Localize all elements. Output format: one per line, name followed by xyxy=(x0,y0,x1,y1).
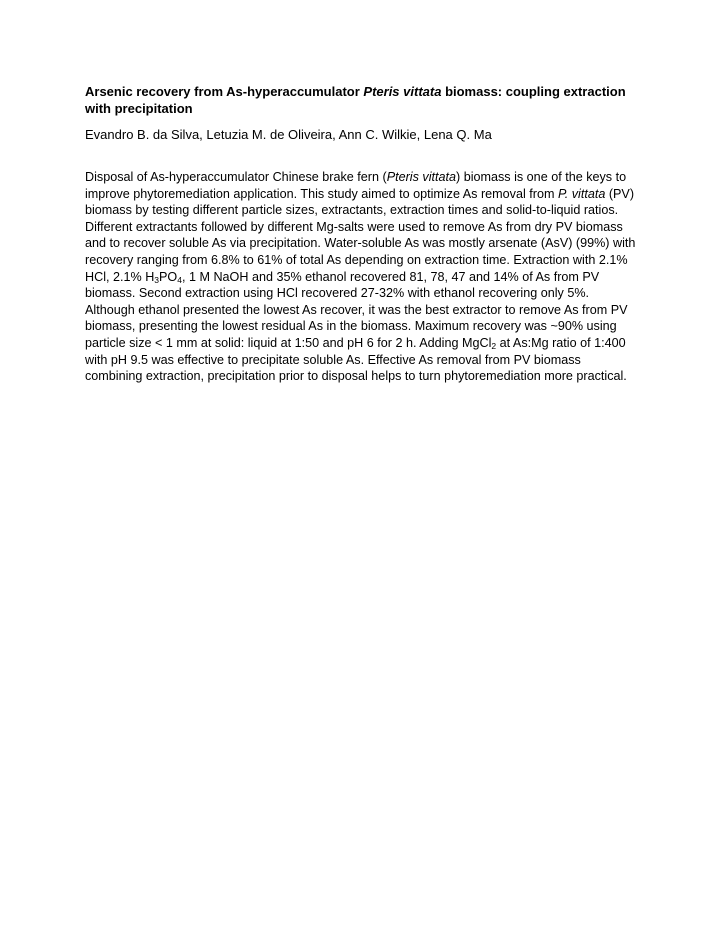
paper-body xyxy=(85,83,640,385)
abstract-paragraph xyxy=(85,169,640,385)
author-list: Evandro B. da Silva, Letuzia M. de Oliveira, Ann C. Wilkie, Lena Q. Ma xyxy=(85,127,492,142)
title-text-part-2: biomass: coupling extraction with precipitation xyxy=(85,84,626,116)
abstract-text: (PV) biomass by testing different particle sizes, extractants, extraction times and solid-to-liquid ratios. Different extractants followed by different Mg-salts were used to remove As from dry PV biomass and to recover soluble As via precipitation. Water-soluble As was mostly arsenate (AsV) (99%) with recovery ranging from 6.8% to 61% of total As depending on extraction time. Extraction with 2.1% HCl, 2.1% H xyxy=(85,186,636,284)
abstract-text: Disposal of As-hyperaccumulator Chinese brake fern ( xyxy=(85,170,387,184)
paper-title xyxy=(85,83,640,117)
title-text-part-1: Arsenic recovery from As-hyperaccumulator xyxy=(85,84,364,99)
title-species-name: Pteris vittata xyxy=(363,84,442,99)
abstract-text: ) biomass is one of the keys to improve phytoremediation application. This study aimed to optimize As removal from xyxy=(85,170,627,201)
subscript: 4 xyxy=(177,274,182,285)
abstract-text: , 1 M NaOH and 35% ethanol recovered 81, 78, 47 and 14% of As from PV biomass. Second extraction using HCl recovered 27-32% with ethanol recovering only 5%. Although ethanol presented the lowest As recover, it was the best extractor to remove As from PV biomass, presenting the lowest residual As in the biomass. Maximum recovery was ~90% using particle size < 1 mm at solid: liquid at 1:50 and pH 6 for 2 h. Adding MgCl xyxy=(85,269,628,350)
subscript: 3 xyxy=(154,274,160,285)
subscript: 2 xyxy=(491,340,497,351)
abstract-species-abbrev: P. vittata xyxy=(557,186,606,201)
abstract-text: at As:Mg ratio of 1:400 with pH 9.5 was effective to precipitate soluble As. Effective As removal from PV biomass combining extraction, precipitation prior to disposal helps to turn phytoremediation more practical. xyxy=(85,335,627,384)
abstract-text: PO xyxy=(159,269,178,284)
abstract-species-name: Pteris vittata xyxy=(386,170,456,184)
